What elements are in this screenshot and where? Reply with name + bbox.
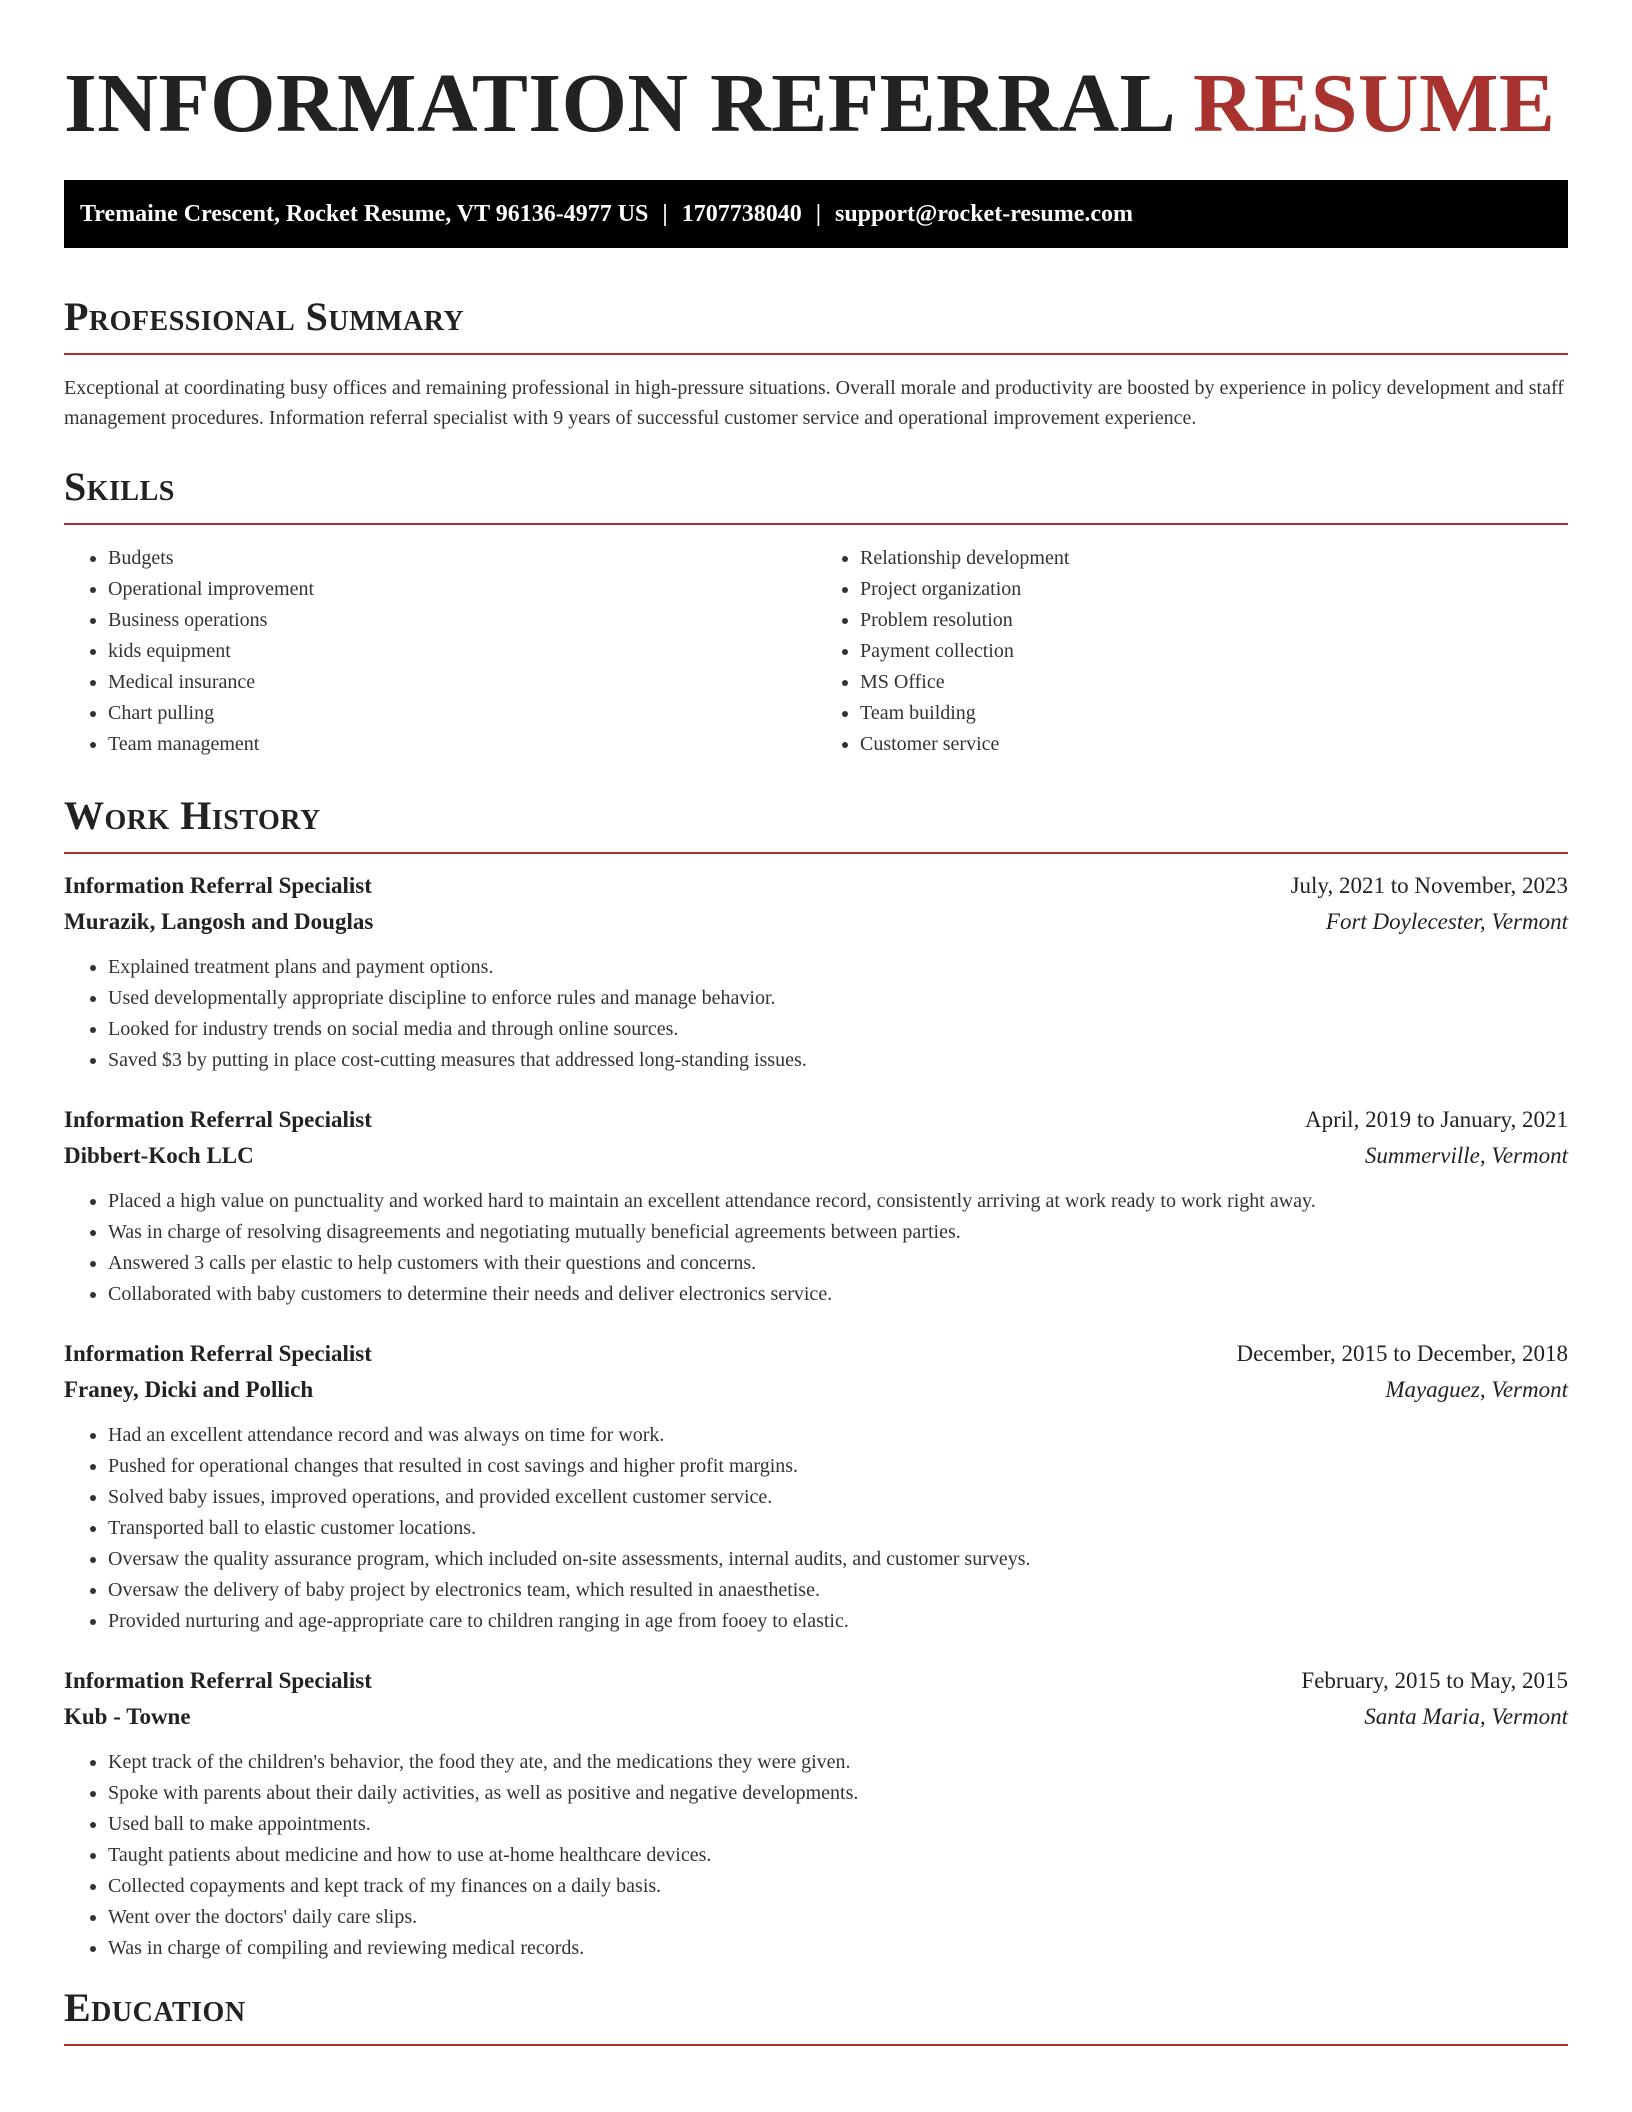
job-title: Information Referral Specialist	[64, 873, 372, 898]
skill-item: • Operational improvement	[108, 574, 816, 605]
job-company: Murazik, Langosh and Douglas	[64, 909, 374, 934]
job-bullet: • Oversaw the quality assurance program, which included on-site assessments, internal audits, and customer surveys.	[108, 1544, 1568, 1575]
job-entry	[64, 1336, 1568, 1637]
job-header-row	[64, 1336, 1568, 1372]
skills-section	[64, 463, 1568, 760]
section-divider	[64, 523, 1568, 525]
job-bullet: • Collected copayments and kept track of my finances on a daily basis.	[108, 1871, 1568, 1902]
job-bullet: • Was in charge of compiling and reviewing medical records.	[108, 1933, 1568, 1964]
job-location: Summerville, Vermont	[1364, 1143, 1568, 1168]
title-accent: RESUME	[1193, 57, 1556, 150]
job-bullet: • Explained treatment plans and payment options.	[108, 952, 1568, 983]
contact-separator: |	[662, 201, 668, 227]
job-bullet: • Collaborated with baby customers to determine their needs and deliver electronics service.	[108, 1279, 1568, 1310]
job-bullet: • Used developmentally appropriate discipline to enforce rules and manage behavior.	[108, 983, 1568, 1014]
skills-columns	[64, 543, 1568, 760]
job-bullets	[64, 1747, 1568, 1964]
job-dates: February, 2015 to May, 2015	[1301, 1668, 1568, 1693]
job-bullets	[64, 1420, 1568, 1637]
job-header-row	[64, 868, 1568, 904]
job-title: Information Referral Specialist	[64, 1107, 372, 1132]
job-company-row	[64, 1138, 1568, 1174]
contact-email[interactable]: support@rocket-resume.com	[834, 201, 1134, 227]
summary-text: Exceptional at coordinating busy offices and remaining professional in high-pressure situations. Overall morale and productivity are boosted by experience in policy development and staff management procedures. Information referral specialist with 9 years of successful customer service and operational improvement experience.	[64, 377, 1564, 429]
job-company-row	[64, 1372, 1568, 1408]
job-company: Franey, Dicki and Pollich	[64, 1377, 314, 1402]
job-list	[64, 868, 1568, 1964]
job-location: Fort Doylecester, Vermont	[1325, 909, 1568, 934]
job-header-row	[64, 1663, 1568, 1699]
skill-item: • Team building	[860, 698, 1568, 729]
job-bullet: • Transported ball to elastic customer locations.	[108, 1513, 1568, 1544]
job-entry	[64, 1663, 1568, 1964]
job-dates: July, 2021 to November, 2023	[1290, 873, 1568, 898]
job-entry	[64, 868, 1568, 1076]
job-bullet: • Saved $3 by putting in place cost-cutting measures that addressed long-standing issues.	[108, 1045, 1568, 1076]
job-bullets	[64, 952, 1568, 1076]
skill-item: • Project organization	[860, 574, 1568, 605]
skill-item: • kids equipment	[108, 636, 816, 667]
job-dates: December, 2015 to December, 2018	[1236, 1341, 1568, 1366]
job-company: Dibbert-Koch LLC	[64, 1143, 254, 1168]
job-bullet: • Taught patients about medicine and how to use at-home healthcare devices.	[108, 1840, 1568, 1871]
skill-item: • Medical insurance	[108, 667, 816, 698]
job-bullet: • Solved baby issues, improved operations, and provided excellent customer service.	[108, 1482, 1568, 1513]
job-bullets	[64, 1186, 1568, 1310]
contact-address: Tremaine Crescent, Rocket Resume, VT 96136-4977 US	[80, 201, 649, 227]
skill-item: • Budgets	[108, 543, 816, 574]
job-entry	[64, 1102, 1568, 1310]
section-divider	[64, 852, 1568, 854]
job-bullet: • Used ball to make appointments.	[108, 1809, 1568, 1840]
section-divider	[64, 353, 1568, 355]
contact-phone[interactable]: 1707738040	[681, 201, 802, 227]
job-bullet: • Looked for industry trends on social media and through online sources.	[108, 1014, 1568, 1045]
section-divider	[64, 2044, 1568, 2046]
education-heading: Education	[64, 1985, 246, 2030]
job-bullet: • Placed a high value on punctuality and worked hard to maintain an excellent attendance record, consistently arriving at work ready to work right away.	[108, 1186, 1568, 1217]
job-title: Information Referral Specialist	[64, 1668, 372, 1693]
job-bullet: • Answered 3 calls per elastic to help customers with their questions and concerns.	[108, 1248, 1568, 1279]
work-section	[64, 792, 1568, 1964]
skill-item: • Team management	[108, 729, 816, 760]
skill-item: • Business operations	[108, 605, 816, 636]
contact-separator: |	[815, 201, 821, 227]
summary-section	[64, 293, 1568, 433]
job-header-row	[64, 1102, 1568, 1138]
job-title: Information Referral Specialist	[64, 1341, 372, 1366]
work-heading: Work History	[64, 793, 321, 838]
summary-heading: Professional Summary	[64, 294, 465, 339]
skill-item: • Relationship development	[860, 543, 1568, 574]
job-bullet: • Spoke with parents about their daily activities, as well as positive and negative developments.	[108, 1778, 1568, 1809]
job-company: Kub - Towne	[64, 1704, 191, 1729]
skills-list-left	[64, 543, 816, 760]
skills-list-right	[816, 543, 1568, 760]
resume-title	[64, 0, 1568, 152]
skill-item: • Chart pulling	[108, 698, 816, 729]
job-bullet: • Kept track of the children's behavior, the food they ate, and the medications they were given.	[108, 1747, 1568, 1778]
title-main: INFORMATION REFERRAL	[64, 57, 1172, 150]
skill-item: • Problem resolution	[860, 605, 1568, 636]
skill-item: • Customer service	[860, 729, 1568, 760]
job-bullet: • Had an excellent attendance record and was always on time for work.	[108, 1420, 1568, 1451]
job-company-row	[64, 904, 1568, 940]
job-dates: April, 2019 to January, 2021	[1305, 1107, 1568, 1132]
skill-item: • Payment collection	[860, 636, 1568, 667]
contact-bar	[64, 180, 1568, 248]
job-bullet: • Was in charge of resolving disagreements and negotiating mutually beneficial agreements between parties.	[108, 1217, 1568, 1248]
skill-item: • MS Office	[860, 667, 1568, 698]
job-company-row	[64, 1699, 1568, 1735]
job-bullet: • Pushed for operational changes that resulted in cost savings and higher profit margins.	[108, 1451, 1568, 1482]
job-bullet: • Provided nurturing and age-appropriate care to children ranging in age from fooey to elastic.	[108, 1606, 1568, 1637]
job-location: Santa Maria, Vermont	[1364, 1704, 1568, 1729]
education-section	[64, 1984, 1568, 2046]
job-bullet: • Oversaw the delivery of baby project by electronics team, which resulted in anaesthetise.	[108, 1575, 1568, 1606]
job-bullet: • Went over the doctors' daily care slips.	[108, 1902, 1568, 1933]
skills-heading: Skills	[64, 464, 175, 509]
job-location: Mayaguez, Vermont	[1385, 1377, 1568, 1402]
